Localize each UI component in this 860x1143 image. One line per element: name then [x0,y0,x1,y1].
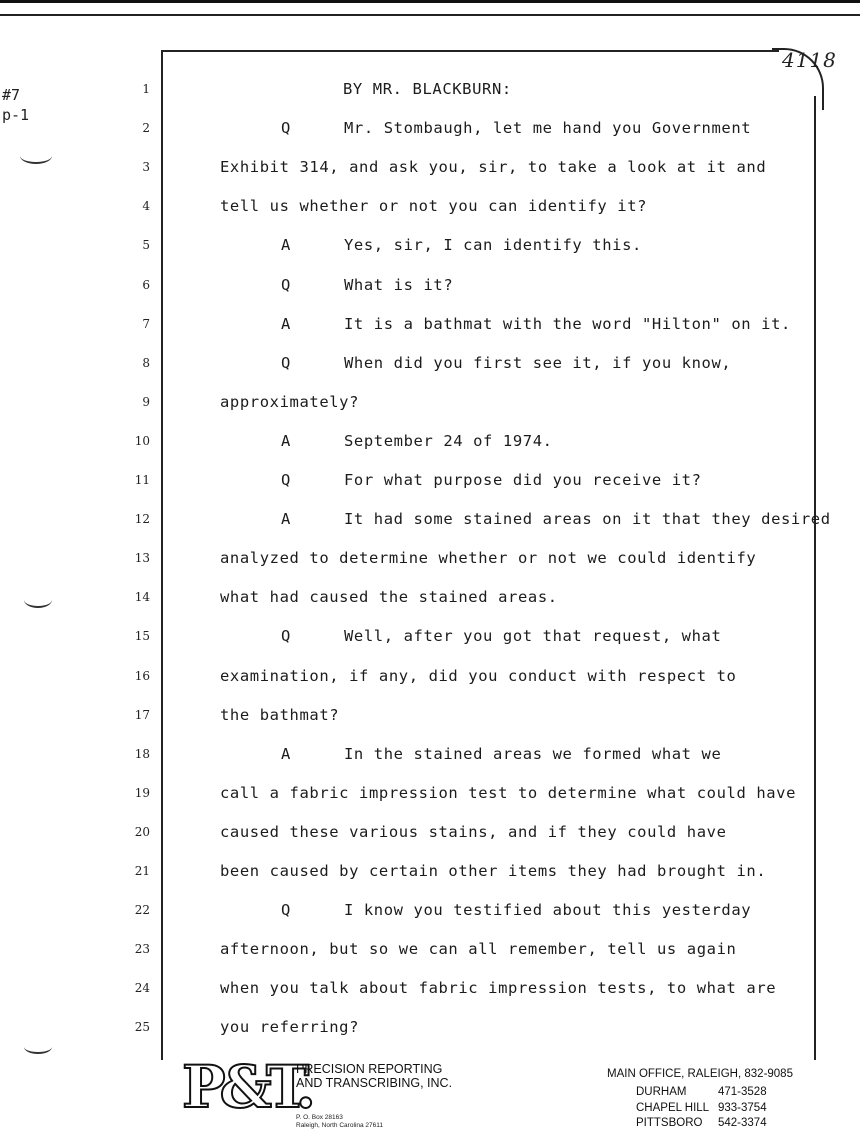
speaker-label: A [281,431,291,450]
margin-note-page: p-1 [2,106,30,124]
transcript-line: been caused by certain other items they had brought in. [220,862,767,880]
line-number: 11 [134,473,150,487]
speaker-label: A [281,236,291,255]
line-number: 21 [134,864,150,878]
company-logo: P&T. [182,1053,310,1121]
line-number: 13 [134,551,150,566]
transcript-line: call a fabric impression test to determine what could have [220,783,797,802]
speaker-label: A [281,744,291,763]
page-number: 4118 [782,48,837,72]
transcript-line: analyzed to determine whether or not we could identify [220,549,757,568]
transcript-line: caused these various stains, and if they could have [220,822,727,841]
line-number: 6 [142,277,150,292]
transcript-line: BY MR. BLACKBURN: [343,80,512,98]
speaker-label: Q [281,275,291,294]
transcript-line: In the stained areas we formed what we [344,744,722,763]
frame-left-border [161,50,163,1060]
speaker-label: Q [281,119,291,138]
margin-note-section: #7 [2,86,21,104]
transcript-line: What is it? [344,275,454,294]
line-number: 1 [142,82,150,96]
line-number: 2 [142,121,150,136]
line-number: 20 [134,824,150,839]
office-phone: 933-3754 [718,1102,767,1114]
line-number: 25 [134,1020,150,1035]
transcript-line: approximately? [220,392,360,411]
transcript-line: tell us whether or not you can identify it? [220,197,648,216]
transcript-line: September 24 of 1974. [344,431,553,450]
margin-mark-1 [20,148,52,164]
transcript-line: It had some stained areas on it that they desired [344,510,831,529]
company-address-line2: Raleigh, North Carolina 27611 [296,1122,383,1129]
transcript-line: Yes, sir, I can identify this. [344,236,642,255]
line-number: 23 [134,942,150,957]
speaker-label: A [281,314,291,333]
line-number: 16 [134,668,150,683]
transcript-line: when you talk about fabric impression tests, to what are [220,979,777,998]
company-name-line1: PRECISION REPORTING [296,1062,443,1076]
speaker-label: Q [281,901,291,920]
margin-mark-2 [24,592,52,608]
top-edge-bar [0,0,860,3]
line-number: 3 [142,160,150,175]
transcript-line: examination, if any, did you conduct with respect to [220,666,737,685]
speaker-label: Q [281,471,291,489]
office-city: PITTSBORO [636,1117,703,1129]
line-number: 5 [142,238,150,253]
transcript-line: Mr. Stombaugh, let me hand you Government [344,119,752,138]
transcript-line: When did you first see it, if you know, [344,353,732,372]
transcript-line: afternoon, but so we can all remember, tell us again [220,940,737,959]
speaker-label: A [281,510,291,529]
frame-top-border [161,50,779,52]
transcript-line: For what purpose did you receive it? [344,471,702,489]
transcript-line: Exhibit 314, and ask you, sir, to take a look at it and [220,158,767,177]
line-number: 7 [142,316,150,331]
office-phone: 471-3528 [718,1086,767,1098]
line-number: 22 [134,903,150,918]
line-number: 9 [142,394,150,409]
transcript-line: the bathmat? [220,705,340,724]
line-number: 4 [142,199,150,214]
office-city: DURHAM [636,1086,687,1098]
top-rule [0,14,860,16]
office-phone: 542-3374 [718,1117,767,1129]
transcript-line: what had caused the stained areas. [220,588,558,607]
line-number: 18 [134,746,150,761]
frame-right-border [814,96,816,1060]
company-name-line2: AND TRANSCRIBING, INC. [296,1076,453,1090]
transcript-line: Well, after you got that request, what [344,627,722,646]
line-number: 8 [142,355,150,370]
line-number: 19 [134,785,150,800]
line-number: 17 [134,707,150,722]
speaker-label: Q [281,353,291,372]
company-address-line1: P. O. Box 28163 [296,1114,343,1121]
line-number: 12 [134,512,150,527]
line-number: 15 [134,629,150,644]
line-number: 24 [134,981,150,996]
main-office: MAIN OFFICE, RALEIGH, 832-9085 [607,1068,793,1080]
line-number: 14 [134,590,150,605]
speaker-label: Q [281,627,291,646]
transcript-line: I know you testified about this yesterday [344,901,752,920]
office-city: CHAPEL HILL [636,1102,710,1114]
transcript-line: It is a bathmat with the word "Hilton" on it. [344,314,791,333]
transcript-line: you referring? [220,1018,360,1037]
line-number: 10 [134,433,150,448]
margin-mark-3 [24,1040,52,1054]
